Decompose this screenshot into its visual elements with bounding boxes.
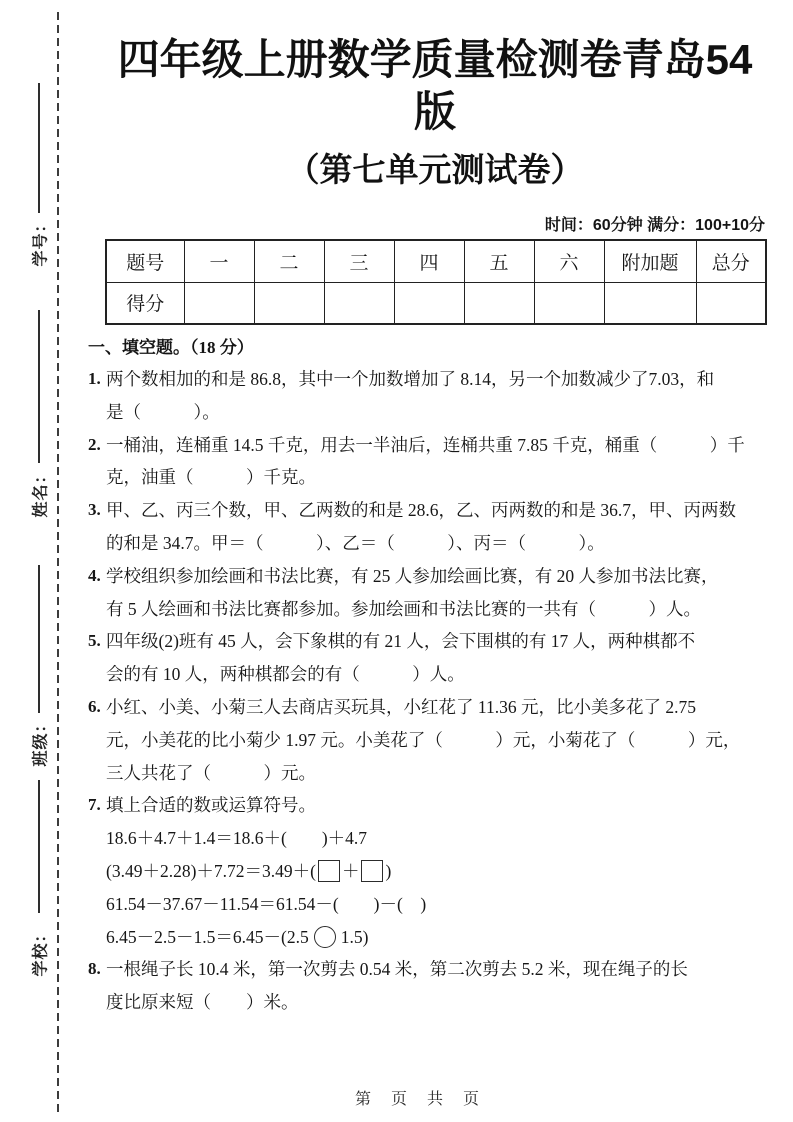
question-number: 4. [88, 565, 101, 585]
score-empty-cell [696, 282, 766, 324]
student-name-label: 姓名： [32, 466, 50, 518]
question-text-line: 度比原来短（ ）米。 [106, 992, 299, 1013]
score-empty-cell [464, 282, 534, 324]
question-1 [88, 363, 765, 429]
student-id-write-line [38, 83, 40, 213]
question-6 [88, 691, 765, 789]
question-3 [88, 494, 765, 560]
score-table-header-cell: 总分 [696, 240, 766, 282]
paper-body [88, 0, 765, 1122]
equation-4-prefix: 6.45－2.5－1.5＝6.45－(2.5 [106, 926, 309, 947]
equation-3: 61.54－37.67－11.54＝61.54－( )－( ) [106, 893, 427, 914]
score-empty-cell [534, 282, 604, 324]
question-text-line: 的和是 34.7。甲＝（ ）、乙＝（ ）、丙＝（ ）。 [106, 532, 605, 553]
score-table-header-cell: 一 [184, 240, 254, 282]
question-text-line: 填上合适的数或运算符号。 [106, 795, 316, 816]
question-text-line: 小红、小美、小菊三人去商店买玩具，小红花了 11.36 元，比小美多花了 2.75 [106, 696, 696, 717]
blank-box [318, 860, 340, 882]
score-empty-cell [254, 282, 324, 324]
question-number: 2. [88, 434, 101, 454]
question-text-line: 一桶油，连桶重 14.5 千克，用去一半油后，连桶共重 7.85 千克，桶重（ ）千 [106, 434, 745, 455]
question-7 [88, 789, 765, 953]
school-label: 学校： [32, 925, 50, 977]
question-text-line: 两个数相加的和是 86.8，其中一个加数增加了 8.14，另一个加数减少了7.03，和 [106, 369, 715, 389]
score-row-label: 得分 [106, 282, 184, 324]
page-footer: 第 页 共 页 [354, 1091, 481, 1108]
fill-in-blank-questions [88, 363, 765, 1019]
student-name-write-line [38, 310, 40, 463]
question-7-equations [106, 822, 765, 953]
question-5 [88, 625, 765, 691]
question-text-line: 会的有 10 人，两种棋都会的有（ ）人。 [106, 664, 465, 685]
question-text-line: 四年级(2)班有 45 人，会下象棋的有 21 人，会下围棋的有 17 人，两种棋都不 [106, 631, 696, 652]
question-4 [88, 560, 765, 626]
score-table-header-cell: 题号 [106, 240, 184, 282]
question-text-line: 元，小美花的比小菊少 1.97 元。小美花了（ ）元，小菊花了（ ）元， [106, 729, 741, 750]
question-number: 3. [88, 500, 101, 520]
question-2 [88, 429, 765, 495]
score-table-header-cell: 二 [254, 240, 324, 282]
fold-dashed-line [57, 12, 59, 1116]
question-text-line: 有 5 人绘画和书法比赛都参加。参加绘画和书法比赛的一共有（ ）人。 [106, 598, 701, 619]
question-text-line: 一根绳子长 10.4 米，第一次剪去 0.54 米，第二次剪去 5.2 米，现在绳子的长 [106, 959, 688, 980]
score-table-header-cell: 六 [534, 240, 604, 282]
score-table-score-row [106, 282, 766, 324]
paper-title: 四年级上册数学质量检测卷青岛54版 [117, 36, 753, 135]
exam-time-score-meta: 时间：60分钟 满分：100+10分 [544, 217, 765, 234]
operator-circle-blank [314, 926, 336, 948]
equation-4 [106, 921, 765, 954]
student-id-label: 学号： [32, 215, 50, 267]
score-table-header-cell: 附加题 [604, 240, 696, 282]
blank-box [361, 860, 383, 882]
question-text-line: 三人共花了（ ）元。 [106, 762, 316, 783]
score-table-header-row [106, 240, 766, 282]
section-one-heading: 一、填空题。（18 分） [88, 338, 254, 357]
score-table [105, 239, 767, 325]
school-write-line [38, 780, 40, 913]
paper-subtitle: （第七单元测试卷） [286, 151, 584, 188]
equation-2 [106, 855, 765, 888]
class-label: 班级： [32, 715, 50, 767]
equation-2-suffix: ) [385, 860, 392, 881]
question-8 [88, 953, 765, 1019]
score-table-header-cell: 三 [324, 240, 394, 282]
question-number: 6. [88, 696, 101, 716]
equation-4-suffix: 1.5) [340, 926, 369, 947]
question-number: 7. [88, 795, 101, 815]
question-number: 5. [88, 631, 101, 651]
question-number: 8. [88, 959, 101, 979]
score-empty-cell [324, 282, 394, 324]
equation-2-prefix: (3.49＋2.28)＋7.72＝3.49＋( [106, 860, 316, 881]
question-text-line: 是（ ）。 [106, 401, 220, 422]
equation-1: 18.6＋4.7＋1.4＝18.6＋( )＋4.7 [106, 828, 368, 849]
score-table-header-cell: 五 [464, 240, 534, 282]
score-empty-cell [604, 282, 696, 324]
score-table-header-cell: 四 [394, 240, 464, 282]
score-empty-cell [184, 282, 254, 324]
question-text-line: 克，油重（ ）千克。 [106, 467, 316, 488]
question-text-line: 学校组织参加绘画和书法比赛，有 25 人参加绘画比赛，有 20 人参加书法比赛， [106, 565, 719, 586]
class-write-line [38, 565, 40, 713]
equation-2-operator: ＋ [341, 860, 360, 881]
question-text-line: 甲、乙、丙三个数，甲、乙两数的和是 28.6，乙、丙两数的和是 36.7，甲、丙两数 [106, 500, 736, 521]
score-empty-cell [394, 282, 464, 324]
question-number: 1. [88, 369, 101, 388]
